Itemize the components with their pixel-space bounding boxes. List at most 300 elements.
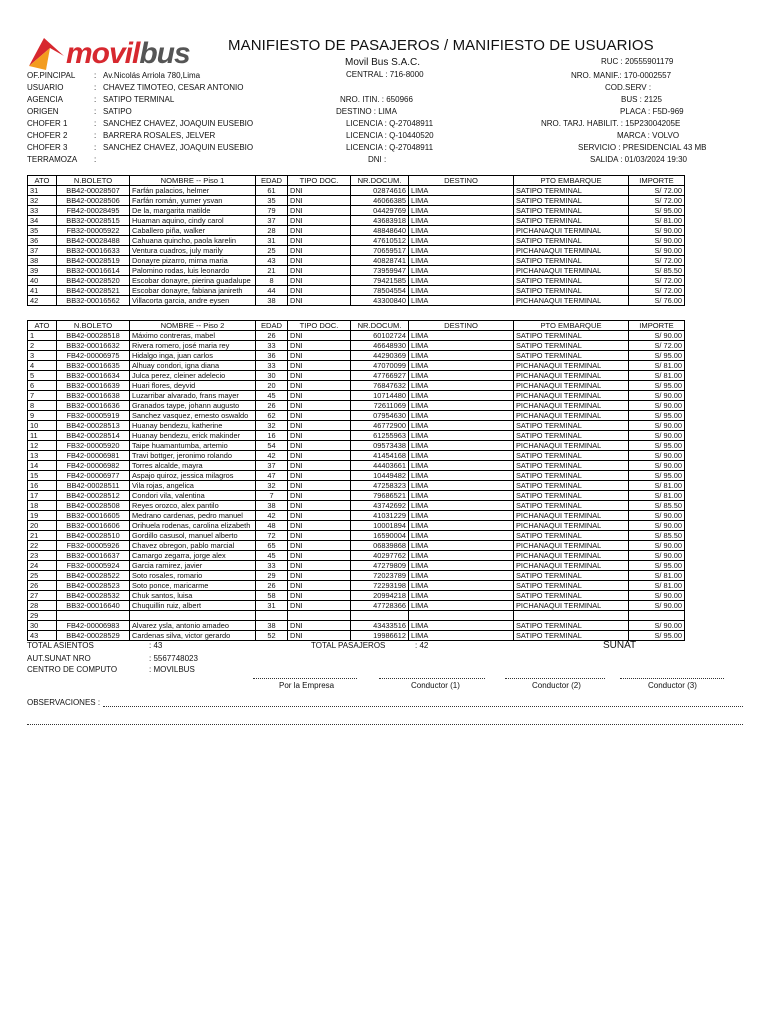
cell-boleto: BB32-00016638 — [57, 391, 130, 401]
cell-tipo-doc: DNI — [288, 381, 351, 391]
cell-edad: 32 — [256, 481, 288, 491]
cell-importe: S/ 90.00 — [629, 391, 685, 401]
cell-edad: 7 — [256, 491, 288, 501]
cell-pto-embarque: SATIPO TERMINAL — [514, 286, 629, 296]
cell-ato: 41 — [28, 286, 57, 296]
cell-nr-docum: 04429769 — [351, 206, 409, 216]
header-value-agencia: SATIPO TERMINAL — [103, 95, 175, 104]
cell-importe: S/ 72.00 — [629, 276, 685, 286]
header-value-chofer-1: SANCHEZ CHAVEZ, JOAQUIN EUSEBIO — [103, 119, 254, 128]
cell-boleto: FB42-00006981 — [57, 451, 130, 461]
cell-destino: LIMA — [409, 471, 514, 481]
cell-importe: S/ 90.00 — [629, 541, 685, 551]
table-row — [28, 341, 685, 351]
header-value-chofer-2: BARRERA ROSALES, JELVER — [103, 131, 216, 140]
signature-empresa: Por la Empresa — [279, 681, 335, 690]
cell-tipo-doc: DNI — [288, 266, 351, 276]
column-header-tipo-doc: TIPO DOC. — [288, 321, 351, 331]
cell-destino: LIMA — [409, 266, 514, 276]
cell-boleto: BB42-00028506 — [57, 196, 130, 206]
cell-tipo-doc: DNI — [288, 206, 351, 216]
cell-ato: 22 — [28, 541, 57, 551]
cell-destino: LIMA — [409, 531, 514, 541]
table-row — [28, 501, 685, 511]
cell-boleto — [57, 611, 130, 621]
column-header-destino: DESTINO — [409, 321, 514, 331]
table-row — [28, 391, 685, 401]
cell-importe: S/ 85.50 — [629, 501, 685, 511]
cell-pto-embarque: SATIPO TERMINAL — [514, 471, 629, 481]
cell-boleto: FB32-00005926 — [57, 541, 130, 551]
bus-number: BUS : 2125 — [621, 95, 662, 104]
cell-destino: LIMA — [409, 431, 514, 441]
cell-importe: S/ 81.00 — [629, 361, 685, 371]
table-row — [28, 246, 685, 256]
cell-ato: 25 — [28, 571, 57, 581]
cell-nombre: Julca perez, cleiner adelecio — [130, 371, 256, 381]
cell-destino: LIMA — [409, 561, 514, 571]
cell-nombre: De la, margarita matilde — [130, 206, 256, 216]
cell-importe: S/ 95.00 — [629, 441, 685, 451]
sunat-label: SUNAT — [603, 640, 637, 651]
cell-boleto: BB42-00028488 — [57, 236, 130, 246]
cell-destino: LIMA — [409, 601, 514, 611]
cell-edad: 26 — [256, 331, 288, 341]
signature-line-conductor-2 — [505, 678, 605, 679]
table-row — [28, 631, 685, 641]
cell-tipo-doc: DNI — [288, 226, 351, 236]
cell-destino: LIMA — [409, 361, 514, 371]
cell-importe: S/ 72.00 — [629, 341, 685, 351]
table-row — [28, 431, 685, 441]
cell-nombre: Cardenas silva, victor gerardo — [130, 631, 256, 641]
cell-ato: 20 — [28, 521, 57, 531]
cell-tipo-doc: DNI — [288, 441, 351, 451]
cell-importe: S/ 95.00 — [629, 206, 685, 216]
movilbus-logo — [26, 36, 206, 74]
cell-edad: 43 — [256, 256, 288, 266]
cell-edad: 42 — [256, 451, 288, 461]
cell-boleto: BB32-00028515 — [57, 216, 130, 226]
table-row — [28, 561, 685, 571]
cell-nr-docum: 41031229 — [351, 511, 409, 521]
cell-pto-embarque: PICHANAQUI TERMINAL — [514, 371, 629, 381]
cell-ato: 15 — [28, 471, 57, 481]
cell-ato: 17 — [28, 491, 57, 501]
cell-nr-docum: 48848640 — [351, 226, 409, 236]
cell-nr-docum: 02874616 — [351, 186, 409, 196]
cell-ato: 2 — [28, 341, 57, 351]
cell-nombre: Huari flores, deyvid — [130, 381, 256, 391]
cell-edad: 52 — [256, 631, 288, 641]
passenger-table-piso-1 — [27, 175, 685, 306]
table-row — [28, 296, 685, 306]
cell-destino: LIMA — [409, 286, 514, 296]
cell-destino: LIMA — [409, 196, 514, 206]
cell-importe: S/ 95.00 — [629, 381, 685, 391]
cell-importe: S/ 90.00 — [629, 461, 685, 471]
cell-destino: LIMA — [409, 421, 514, 431]
cell-nr-docum: 10001894 — [351, 521, 409, 531]
header-label-terramoza: TERRAMOZA — [27, 155, 78, 164]
cell-destino: LIMA — [409, 236, 514, 246]
cell-pto-embarque: PICHANAQUI TERMINAL — [514, 441, 629, 451]
cell-boleto: BB42-00028513 — [57, 421, 130, 431]
cell-nr-docum: 10449482 — [351, 471, 409, 481]
cell-tipo-doc: DNI — [288, 196, 351, 206]
cell-ato: 14 — [28, 461, 57, 471]
central-phone: CENTRAL : 716-8000 — [346, 70, 424, 79]
table-row — [28, 331, 685, 341]
cell-pto-embarque: SATIPO TERMINAL — [514, 451, 629, 461]
cell-edad: 16 — [256, 431, 288, 441]
cell-destino: LIMA — [409, 206, 514, 216]
cell-boleto: FB42-00006975 — [57, 351, 130, 361]
cell-destino: LIMA — [409, 401, 514, 411]
cell-nombre: Huaman aquino, cindy carol — [130, 216, 256, 226]
cell-pto-embarque: SATIPO TERMINAL — [514, 571, 629, 581]
cell-destino: LIMA — [409, 351, 514, 361]
cell-nr-docum: 46648930 — [351, 341, 409, 351]
signature-line-conductor-1 — [379, 678, 485, 679]
cell-nombre: Granados taype, johann augusto — [130, 401, 256, 411]
cell-boleto: FB42-00006982 — [57, 461, 130, 471]
cell-ato: 26 — [28, 581, 57, 591]
cell-ato: 6 — [28, 381, 57, 391]
cell-destino: LIMA — [409, 551, 514, 561]
header-value-of-pincipal: Av.Nicolás Arriola 780,Lima — [103, 71, 201, 80]
column-header-pto-embarque: PTO EMBARQUE — [514, 176, 629, 186]
cell-tipo-doc: DNI — [288, 501, 351, 511]
cell-nombre: Sanchez vasquez, ernesto oswaldo — [130, 411, 256, 421]
cell-nombre: Escobar donayre, fabiana janireth — [130, 286, 256, 296]
cell-boleto: BB42-00028514 — [57, 431, 130, 441]
column-header-boleto: N.BOLETO — [57, 176, 130, 186]
header-label-usuario: USUARIO — [27, 83, 64, 92]
cell-ato: 23 — [28, 551, 57, 561]
cell-tipo-doc: DNI — [288, 341, 351, 351]
table-row — [28, 601, 685, 611]
cell-edad: 26 — [256, 401, 288, 411]
table-row — [28, 551, 685, 561]
table-row — [28, 381, 685, 391]
cell-ato: 24 — [28, 561, 57, 571]
cell-pto-embarque: PICHANAQUI TERMINAL — [514, 381, 629, 391]
cell-importe: S/ 90.00 — [629, 226, 685, 236]
cell-boleto: FB42-00006977 — [57, 471, 130, 481]
cell-importe: S/ 95.00 — [629, 561, 685, 571]
table-row — [28, 286, 685, 296]
cell-pto-embarque: PICHANAQUI TERMINAL — [514, 511, 629, 521]
cell-ato: 39 — [28, 266, 57, 276]
table-row — [28, 441, 685, 451]
cell-edad: 26 — [256, 581, 288, 591]
column-header-destino: DESTINO — [409, 176, 514, 186]
cell-tipo-doc: DNI — [288, 521, 351, 531]
cell-importe: S/ 72.00 — [629, 286, 685, 296]
header-value-origen: SATIPO — [103, 107, 132, 116]
cell-nr-docum: 72293198 — [351, 581, 409, 591]
total-pasajeros-value: : 42 — [415, 641, 429, 650]
separator: : — [94, 155, 97, 164]
cell-destino: LIMA — [409, 621, 514, 631]
cell-ato: 16 — [28, 481, 57, 491]
cell-importe: S/ 76.00 — [629, 296, 685, 306]
cell-edad: 38 — [256, 296, 288, 306]
cell-ato: 28 — [28, 601, 57, 611]
header-value-usuario: CHAVEZ TIMOTEO, CESAR ANTONIO — [103, 83, 244, 92]
column-header-nr-docum: NR.DOCUM. — [351, 321, 409, 331]
centro-computo-label: CENTRO DE COMPUTO — [27, 665, 118, 674]
cell-pto-embarque: SATIPO TERMINAL — [514, 341, 629, 351]
cell-pto-embarque: SATIPO TERMINAL — [514, 256, 629, 266]
cell-boleto: BB32-00016632 — [57, 341, 130, 351]
table-row — [28, 511, 685, 521]
column-header-importe: IMPORTE — [629, 321, 685, 331]
cell-nr-docum: 47070099 — [351, 361, 409, 371]
cell-edad: 32 — [256, 421, 288, 431]
cell-nombre: Garcia ramirez, javier — [130, 561, 256, 571]
cell-pto-embarque: SATIPO TERMINAL — [514, 501, 629, 511]
cell-boleto: FB32-00005919 — [57, 411, 130, 421]
cell-edad: 79 — [256, 206, 288, 216]
cell-nr-docum: 43433516 — [351, 621, 409, 631]
table-header-row — [28, 321, 685, 331]
cell-boleto: BB42-00028519 — [57, 256, 130, 266]
cell-edad: 37 — [256, 216, 288, 226]
nro-manif: NRO. MANIF.: 170-0002557 — [571, 71, 672, 80]
cell-importe: S/ 81.00 — [629, 371, 685, 381]
cell-tipo-doc: DNI — [288, 601, 351, 611]
cell-boleto: BB42-00028508 — [57, 501, 130, 511]
licencia-3: LICENCIA : Q-27048911 — [346, 143, 434, 152]
table-row — [28, 361, 685, 371]
cell-tipo-doc: DNI — [288, 391, 351, 401]
header-label-chofer-3: CHOFER 3 — [27, 143, 68, 152]
table-row — [28, 531, 685, 541]
column-header-ato: ATO — [28, 321, 57, 331]
cell-ato: 34 — [28, 216, 57, 226]
cell-importe: S/ 81.00 — [629, 571, 685, 581]
cell-pto-embarque: PICHANAQUI TERMINAL — [514, 296, 629, 306]
cell-pto-embarque: SATIPO TERMINAL — [514, 491, 629, 501]
table-row — [28, 491, 685, 501]
cell-ato: 21 — [28, 531, 57, 541]
cell-ato: 11 — [28, 431, 57, 441]
table-row — [28, 591, 685, 601]
cell-boleto: BB42-00028520 — [57, 276, 130, 286]
cell-nr-docum: 40297762 — [351, 551, 409, 561]
cell-boleto: BB32-00016640 — [57, 601, 130, 611]
column-header-nombre: NOMBRE -- Piso 2 — [130, 321, 256, 331]
table-row — [28, 621, 685, 631]
signature-line-conductor-3 — [620, 678, 724, 679]
cell-pto-embarque: SATIPO TERMINAL — [514, 206, 629, 216]
cell-nombre: Soto rosales, romario — [130, 571, 256, 581]
cell-importe: S/ 81.00 — [629, 481, 685, 491]
cell-ato: 30 — [28, 621, 57, 631]
cell-nr-docum: 47610512 — [351, 236, 409, 246]
cell-ato: 33 — [28, 206, 57, 216]
cell-importe: S/ 90.00 — [629, 511, 685, 521]
column-header-nombre: NOMBRE -- Piso 1 — [130, 176, 256, 186]
cell-tipo-doc: DNI — [288, 411, 351, 421]
cell-ato: 32 — [28, 196, 57, 206]
aut-sunat-label: AUT.SUNAT NRO — [27, 654, 91, 663]
cell-pto-embarque: PICHANAQUI TERMINAL — [514, 551, 629, 561]
cell-importe: S/ 90.00 — [629, 551, 685, 561]
table-row — [28, 571, 685, 581]
cell-nr-docum: 40828741 — [351, 256, 409, 266]
cell-tipo-doc: DNI — [288, 591, 351, 601]
cell-destino: LIMA — [409, 461, 514, 471]
cell-boleto: BB32-00016637 — [57, 551, 130, 561]
cell-ato: 5 — [28, 371, 57, 381]
table-row — [28, 411, 685, 421]
cell-ato: 40 — [28, 276, 57, 286]
cell-importe: S/ 81.00 — [629, 491, 685, 501]
table-row — [28, 371, 685, 381]
cell-importe: S/ 72.00 — [629, 256, 685, 266]
table-row — [28, 276, 685, 286]
cell-tipo-doc: DNI — [288, 286, 351, 296]
cell-nr-docum: 73959947 — [351, 266, 409, 276]
cell-destino: LIMA — [409, 481, 514, 491]
cell-edad: 30 — [256, 371, 288, 381]
cell-nombre: Máximo contreras, mabel — [130, 331, 256, 341]
table-row — [28, 196, 685, 206]
cell-tipo-doc: DNI — [288, 276, 351, 286]
cell-edad: 37 — [256, 461, 288, 471]
cell-pto-embarque: SATIPO TERMINAL — [514, 216, 629, 226]
cell-edad: 33 — [256, 361, 288, 371]
separator: : — [94, 131, 97, 140]
observaciones-line-1 — [103, 706, 743, 707]
cell-edad: 25 — [256, 246, 288, 256]
cell-tipo-doc: DNI — [288, 351, 351, 361]
cell-ato: 9 — [28, 411, 57, 421]
header-label-of-pincipal: OF.PINCIPAL — [27, 71, 76, 80]
cell-tipo-doc: DNI — [288, 216, 351, 226]
total-pasajeros-label: TOTAL PASAJEROS — [311, 641, 386, 650]
cell-boleto: BB32-00016606 — [57, 521, 130, 531]
cell-boleto: BB32-00016605 — [57, 511, 130, 521]
cell-nombre: Medrano cardenas, pedro manuel — [130, 511, 256, 521]
column-header-edad: EDAD — [256, 321, 288, 331]
cell-boleto: BB32-00016634 — [57, 371, 130, 381]
cell-pto-embarque: SATIPO TERMINAL — [514, 236, 629, 246]
cell-tipo-doc: DNI — [288, 631, 351, 641]
cell-tipo-doc: DNI — [288, 551, 351, 561]
cell-edad: 58 — [256, 591, 288, 601]
destino: DESTINO : LIMA — [336, 107, 397, 116]
cell-nombre: Hidalgo inga, juan carlos — [130, 351, 256, 361]
page-title: MANIFIESTO DE PASAJEROS / MANIFIESTO DE USUARIOS — [228, 37, 654, 54]
cell-edad: 38 — [256, 501, 288, 511]
cell-nr-docum: 46066385 — [351, 196, 409, 206]
cell-pto-embarque: SATIPO TERMINAL — [514, 421, 629, 431]
cell-boleto: BB42-00028532 — [57, 591, 130, 601]
cell-pto-embarque — [514, 611, 629, 621]
cod-serv: COD.SERV : — [605, 83, 652, 92]
cell-edad: 72 — [256, 531, 288, 541]
cell-edad: 65 — [256, 541, 288, 551]
column-header-tipo-doc: TIPO DOC. — [288, 176, 351, 186]
cell-destino: LIMA — [409, 246, 514, 256]
cell-ato: 3 — [28, 351, 57, 361]
cell-importe: S/ 85.50 — [629, 531, 685, 541]
cell-tipo-doc: DNI — [288, 186, 351, 196]
cell-boleto: BB42-00028529 — [57, 631, 130, 641]
table-row — [28, 581, 685, 591]
cell-edad: 29 — [256, 571, 288, 581]
cell-ato: 10 — [28, 421, 57, 431]
signature-line-empresa — [253, 678, 357, 679]
table-row — [28, 266, 685, 276]
header-label-chofer-1: CHOFER 1 — [27, 119, 68, 128]
cell-tipo-doc: DNI — [288, 531, 351, 541]
cell-boleto: BB42-00028507 — [57, 186, 130, 196]
cell-destino: LIMA — [409, 521, 514, 531]
cell-importe: S/ 90.00 — [629, 591, 685, 601]
column-header-boleto: N.BOLETO — [57, 321, 130, 331]
cell-pto-embarque: PICHANAQUI TERMINAL — [514, 266, 629, 276]
cell-destino: LIMA — [409, 381, 514, 391]
cell-destino: LIMA — [409, 411, 514, 421]
signature-conductor-1: Conductor (1) — [411, 681, 460, 690]
cell-nombre — [130, 611, 256, 621]
cell-tipo-doc: DNI — [288, 421, 351, 431]
cell-tipo-doc: DNI — [288, 511, 351, 521]
table-row — [28, 186, 685, 196]
cell-boleto: FB32-00005922 — [57, 226, 130, 236]
cell-pto-embarque: SATIPO TERMINAL — [514, 481, 629, 491]
cell-pto-embarque: SATIPO TERMINAL — [514, 531, 629, 541]
cell-destino: LIMA — [409, 256, 514, 266]
cell-nombre: Chuk santos, luisa — [130, 591, 256, 601]
cell-destino: LIMA — [409, 331, 514, 341]
table-row — [28, 401, 685, 411]
cell-edad: 44 — [256, 286, 288, 296]
cell-nombre: Torres alcalde, mayra — [130, 461, 256, 471]
cell-nr-docum: 79421585 — [351, 276, 409, 286]
cell-nombre: Condori vila, valentina — [130, 491, 256, 501]
table-row — [28, 236, 685, 246]
cell-destino: LIMA — [409, 216, 514, 226]
cell-ato: 1 — [28, 331, 57, 341]
cell-ato: 27 — [28, 591, 57, 601]
cell-nombre: Luzarribar alvarado, frans mayer — [130, 391, 256, 401]
cell-destino: LIMA — [409, 571, 514, 581]
cell-boleto: FB32-00005920 — [57, 441, 130, 451]
cell-tipo-doc: DNI — [288, 361, 351, 371]
table-row — [28, 226, 685, 236]
cell-pto-embarque: PICHANAQUI TERMINAL — [514, 401, 629, 411]
cell-destino: LIMA — [409, 276, 514, 286]
cell-pto-embarque: SATIPO TERMINAL — [514, 196, 629, 206]
cell-importe: S/ 90.00 — [629, 621, 685, 631]
cell-ato: 43 — [28, 631, 57, 641]
cell-nr-docum: 76847632 — [351, 381, 409, 391]
cell-edad: 20 — [256, 381, 288, 391]
cell-tipo-doc: DNI — [288, 581, 351, 591]
cell-edad: 62 — [256, 411, 288, 421]
cell-nr-docum: 43683918 — [351, 216, 409, 226]
cell-boleto: BB42-00028511 — [57, 481, 130, 491]
cell-nombre: Taipe huamantumba, artemio — [130, 441, 256, 451]
cell-nombre: Soto ponce, maricarme — [130, 581, 256, 591]
separator: : — [94, 143, 97, 152]
